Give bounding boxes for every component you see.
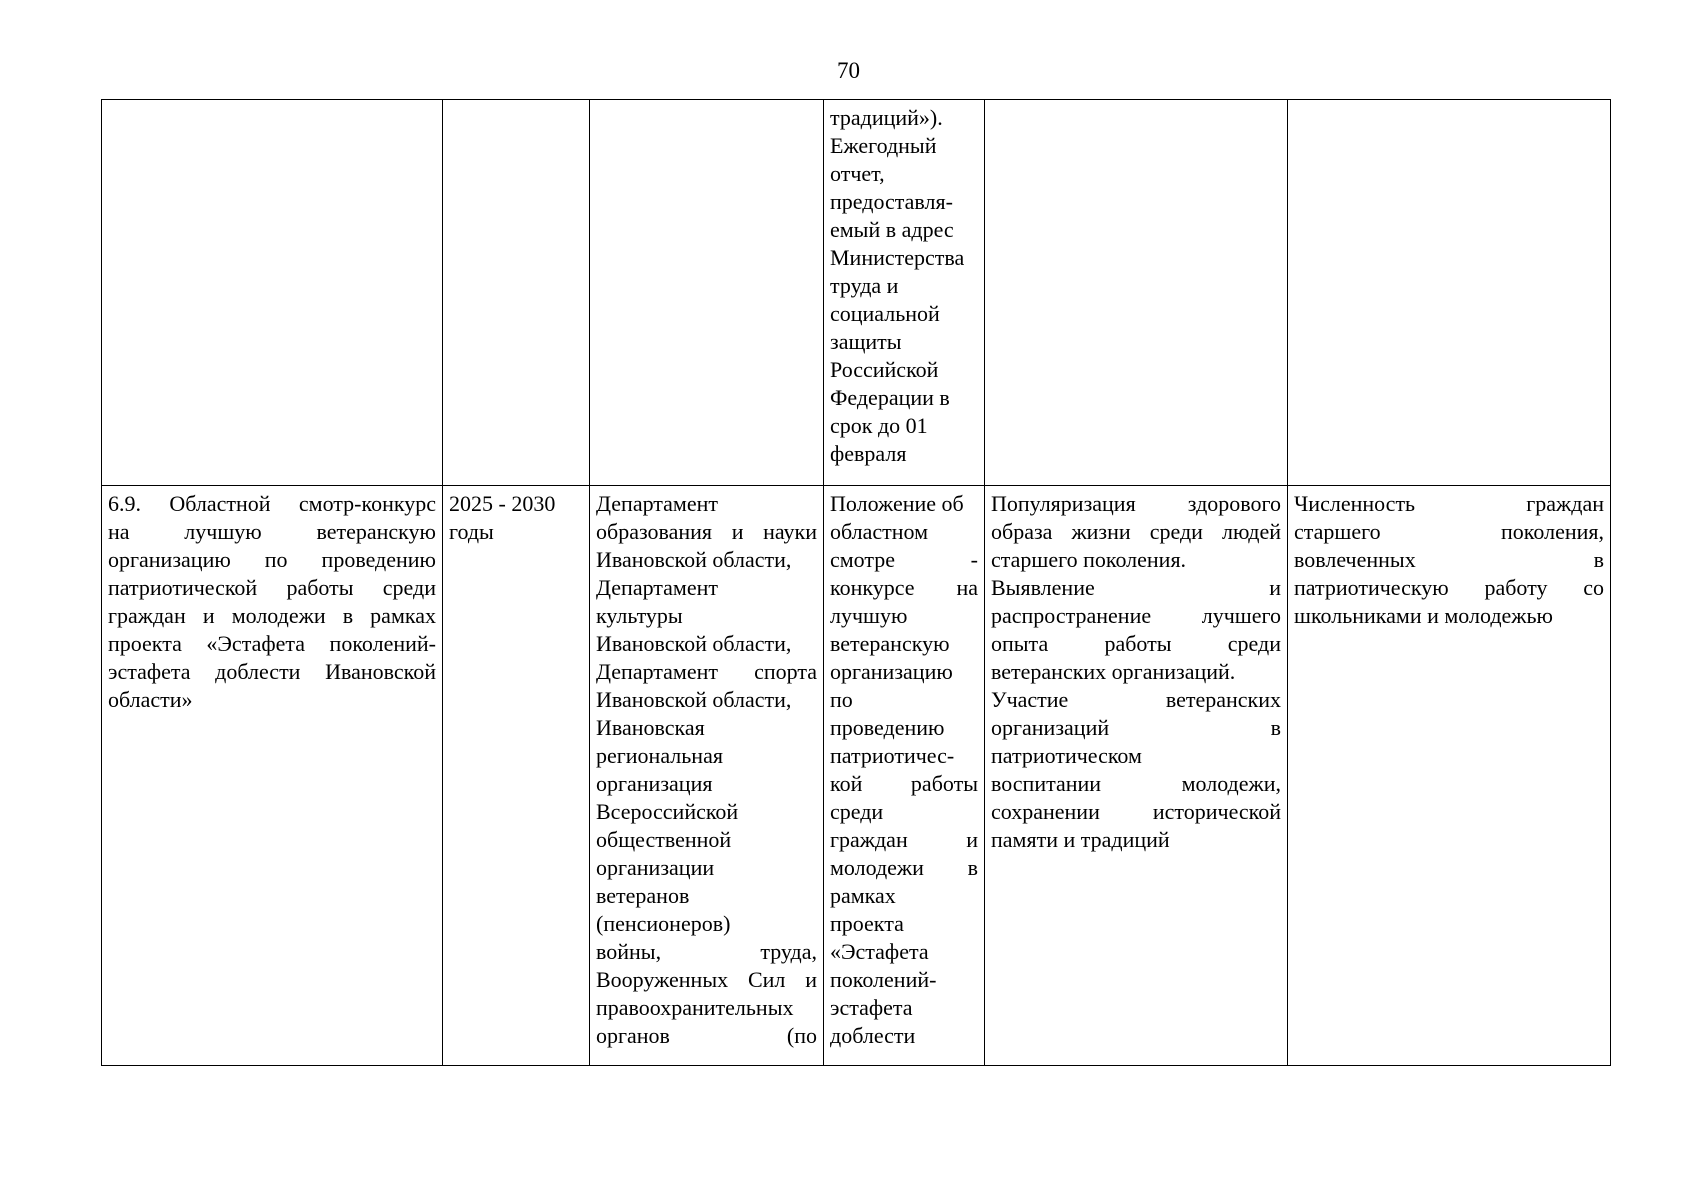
document-text-line: рамках bbox=[830, 883, 896, 908]
activity-text-line: на лучшую ветеранскую bbox=[108, 519, 436, 544]
responsible-text-line: Департамент спорта bbox=[596, 659, 817, 684]
program-table bbox=[101, 99, 1611, 1066]
document-text-line: лучшую bbox=[830, 603, 908, 628]
result-text-line: образа жизни среди людей bbox=[991, 519, 1281, 544]
result-text-line: воспитании молодежи, bbox=[991, 771, 1281, 796]
responsible-text-line: Департамент bbox=[596, 575, 719, 600]
activity-text-line: эстафета доблести Ивановской bbox=[108, 659, 436, 684]
document-text-line: Положение об bbox=[830, 491, 964, 516]
indicator-text-line: Численность граждан bbox=[1294, 491, 1604, 516]
continued-indicator-cell bbox=[1288, 100, 1611, 486]
document-text-line: областном bbox=[830, 519, 929, 544]
document-text-line: Ежегодный bbox=[830, 133, 937, 158]
document-text-line: традиций»). bbox=[830, 105, 943, 130]
responsible-text-line: (пенсионеров) bbox=[596, 911, 731, 936]
activity-text-line: организацию по проведению bbox=[108, 547, 436, 572]
responsible-text-line: организация bbox=[596, 771, 713, 796]
responsible-text-line: Ивановской области, bbox=[596, 547, 792, 572]
activity-text-line: граждан и молодежи в рамках bbox=[108, 603, 436, 628]
result-text-line: Популяризация здорового bbox=[991, 491, 1281, 516]
indicator-text-line: школьниками и молодежью bbox=[1294, 603, 1553, 628]
responsible-text-line: организации bbox=[596, 855, 715, 880]
table-row-6-9 bbox=[102, 486, 1611, 1066]
activity-text-line: патриотической работы среди bbox=[108, 575, 436, 600]
page-number: 70 bbox=[837, 58, 860, 83]
continued-period-cell bbox=[443, 100, 590, 486]
document-text-line: проведению bbox=[830, 715, 945, 740]
document-text-line: защиты bbox=[830, 329, 902, 354]
responsible-text-line: образования и науки bbox=[596, 519, 817, 544]
document-text-line: молодежи в bbox=[830, 855, 978, 880]
activity-text-line: проекта «Эстафета поколений- bbox=[108, 631, 436, 656]
document-text-line: емый в адрес bbox=[830, 217, 954, 242]
document-text-line: Российской bbox=[830, 357, 939, 382]
document-text-line: Федерации в bbox=[830, 385, 950, 410]
document-text-line: труда и bbox=[830, 273, 899, 298]
document-text-line: доблести bbox=[830, 1023, 916, 1048]
document-text-line: предоставля- bbox=[830, 189, 953, 214]
document-text-line: патриотичес- bbox=[830, 743, 955, 768]
indicator-text-line: старшего поколения, bbox=[1294, 519, 1604, 544]
document-text-line: эстафета bbox=[830, 995, 913, 1020]
continued-responsible-cell bbox=[590, 100, 824, 486]
document-text-line: по bbox=[830, 687, 853, 712]
responsible-text-line: Ивановской области, bbox=[596, 687, 792, 712]
activity-cell bbox=[102, 486, 443, 1066]
responsible-text-line: ветеранов bbox=[596, 883, 690, 908]
document-text-line: организацию bbox=[830, 659, 953, 684]
responsible-text-line: Ивановской области, bbox=[596, 631, 792, 656]
result-text-line: старшего поколения. bbox=[991, 547, 1187, 572]
period-text-line: годы bbox=[449, 519, 494, 544]
responsible-cell bbox=[590, 486, 824, 1066]
document-text-line: ветеранскую bbox=[830, 631, 950, 656]
indicator-text-line: вовлеченных в bbox=[1294, 547, 1604, 572]
responsible-text-line: войны, труда, bbox=[596, 939, 817, 964]
result-text-line: памяти и традиций bbox=[991, 827, 1170, 852]
document-text-line: кой работы bbox=[830, 771, 978, 796]
activity-text-line: 6.9. Областной смотр-конкурс bbox=[108, 491, 436, 516]
responsible-text-line: правоохранительных bbox=[596, 995, 794, 1020]
document-text-line: «Эстафета bbox=[830, 939, 929, 964]
responsible-text-line: Вооруженных Сил и bbox=[596, 967, 817, 992]
responsible-text-line: Департамент bbox=[596, 491, 719, 516]
responsible-text-line: органов (по bbox=[596, 1023, 817, 1048]
document-text-line: смотре - bbox=[830, 547, 978, 572]
activity-text-line: области» bbox=[108, 687, 193, 712]
result-text-line: патриотическом bbox=[991, 743, 1142, 768]
document-text-line: отчет, bbox=[830, 161, 885, 186]
document-text-line: Министерства bbox=[830, 245, 965, 270]
period-text-line: 2025 - 2030 bbox=[449, 491, 556, 516]
document-text-line: февраля bbox=[830, 441, 907, 466]
responsible-text-line: общественной bbox=[596, 827, 732, 852]
responsible-text-line: культуры bbox=[596, 603, 683, 628]
continued-activity-cell bbox=[102, 100, 443, 486]
document-text-line: конкурсе на bbox=[830, 575, 978, 600]
result-text-line: распространение лучшего bbox=[991, 603, 1281, 628]
document-text-line: среди bbox=[830, 799, 884, 824]
result-text-line: организаций в bbox=[991, 715, 1281, 740]
result-cell bbox=[985, 486, 1288, 1066]
document-text-line: граждан и bbox=[830, 827, 978, 852]
continued-result-cell bbox=[985, 100, 1288, 486]
indicator-cell bbox=[1288, 486, 1611, 1066]
document-text-line: поколений- bbox=[830, 967, 937, 992]
document-text-line: социальной bbox=[830, 301, 940, 326]
result-text-line: ветеранских организаций. bbox=[991, 659, 1236, 684]
document-text-line: срок до 01 bbox=[830, 413, 928, 438]
result-text-line: Участие ветеранских bbox=[991, 687, 1281, 712]
result-text-line: опыта работы среди bbox=[991, 631, 1281, 656]
continued-document-cell bbox=[824, 100, 985, 486]
period-cell bbox=[443, 486, 590, 1066]
responsible-text-line: Ивановская bbox=[596, 715, 705, 740]
indicator-text-line: патриотическую работу со bbox=[1294, 575, 1604, 600]
responsible-text-line: Всероссийской bbox=[596, 799, 739, 824]
result-text-line: Выявление и bbox=[991, 575, 1281, 600]
document-cell bbox=[824, 486, 985, 1066]
document-text-line: проекта bbox=[830, 911, 904, 936]
result-text-line: сохранении исторической bbox=[991, 799, 1281, 824]
table-row-continued bbox=[102, 100, 1611, 486]
responsible-text-line: региональная bbox=[596, 743, 723, 768]
